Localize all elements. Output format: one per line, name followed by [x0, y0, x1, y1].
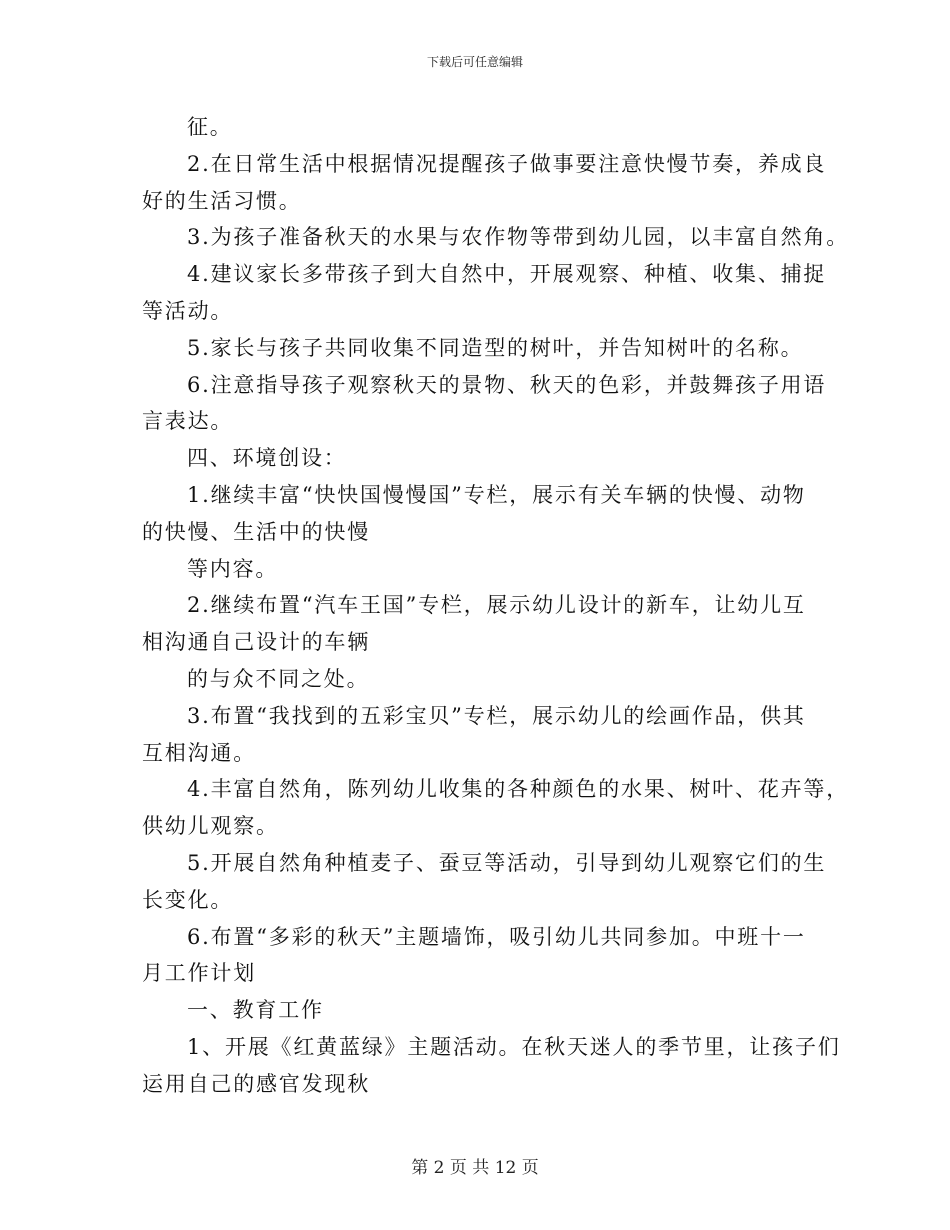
text-line: 5.家长与孩子共同收集不同造型的树叶，并告知树叶的名称。	[187, 335, 804, 360]
text-line: 月工作计划	[142, 961, 256, 986]
section-heading: 四、环境创设：	[187, 446, 347, 471]
text-line: 5.开展自然角种植麦子、蚕豆等活动，引导到幼儿观察它们的生	[187, 850, 827, 875]
text-line: 等活动。	[142, 298, 234, 323]
text-line: 1.继续丰富“快快国慢慢国”专栏，展示有关车辆的快慢、动物	[187, 482, 806, 507]
text-line: 互相沟通。	[142, 740, 256, 765]
document-body	[142, 109, 850, 1103]
text-line: 4.建议家长多带孩子到大自然中，开展观察、种植、收集、捕捉	[187, 262, 827, 287]
text-line: 2.继续布置“汽车王国”专栏，展示幼儿设计的新车，让幼儿互	[187, 593, 806, 618]
page-number-footer: 第 2 页 共 12 页	[411, 1158, 539, 1178]
text-line: 6.注意指导孩子观察秋天的景物、秋天的色彩，并鼓舞孩子用语	[187, 372, 827, 397]
text-line: 的快慢、生活中的快慢	[142, 519, 370, 544]
text-line: 好的生活习惯。	[142, 188, 302, 213]
text-line: 3.布置“我找到的五彩宝贝”专栏，展示幼儿的绘画作品，供其	[187, 703, 806, 728]
text-line: 等内容。	[187, 556, 279, 581]
text-line: 的与众不同之处。	[187, 666, 370, 691]
text-line: 征。	[187, 115, 233, 139]
text-line: 1、开展《红黄蓝绿》主题活动。在秋天迷人的季节里，让孩子们	[187, 1034, 841, 1059]
text-line: 3.为孩子准备秋天的水果与农作物等带到幼儿园，以丰富自然角。	[187, 225, 850, 250]
text-line: 6.布置“多彩的秋天”主题墙饰，吸引幼儿共同参加。中班十一	[187, 924, 806, 949]
text-line: 2.在日常生活中根据情况提醒孩子做事要注意快慢节奏，养成良	[187, 151, 827, 176]
text-line: 运用自己的感官发现秋	[142, 1071, 370, 1096]
text-line: 供幼儿观察。	[142, 814, 279, 839]
text-line: 长变化。	[142, 887, 234, 912]
page-header-note: 下载后可任意编辑	[426, 55, 523, 69]
text-line: 言表达。	[142, 409, 234, 434]
section-heading: 一、教育工作	[187, 998, 324, 1023]
text-line: 相沟通自己设计的车辆	[142, 630, 370, 655]
text-line: 4.丰富自然角，陈列幼儿收集的各种颜色的水果、树叶、花卉等，	[187, 777, 850, 802]
